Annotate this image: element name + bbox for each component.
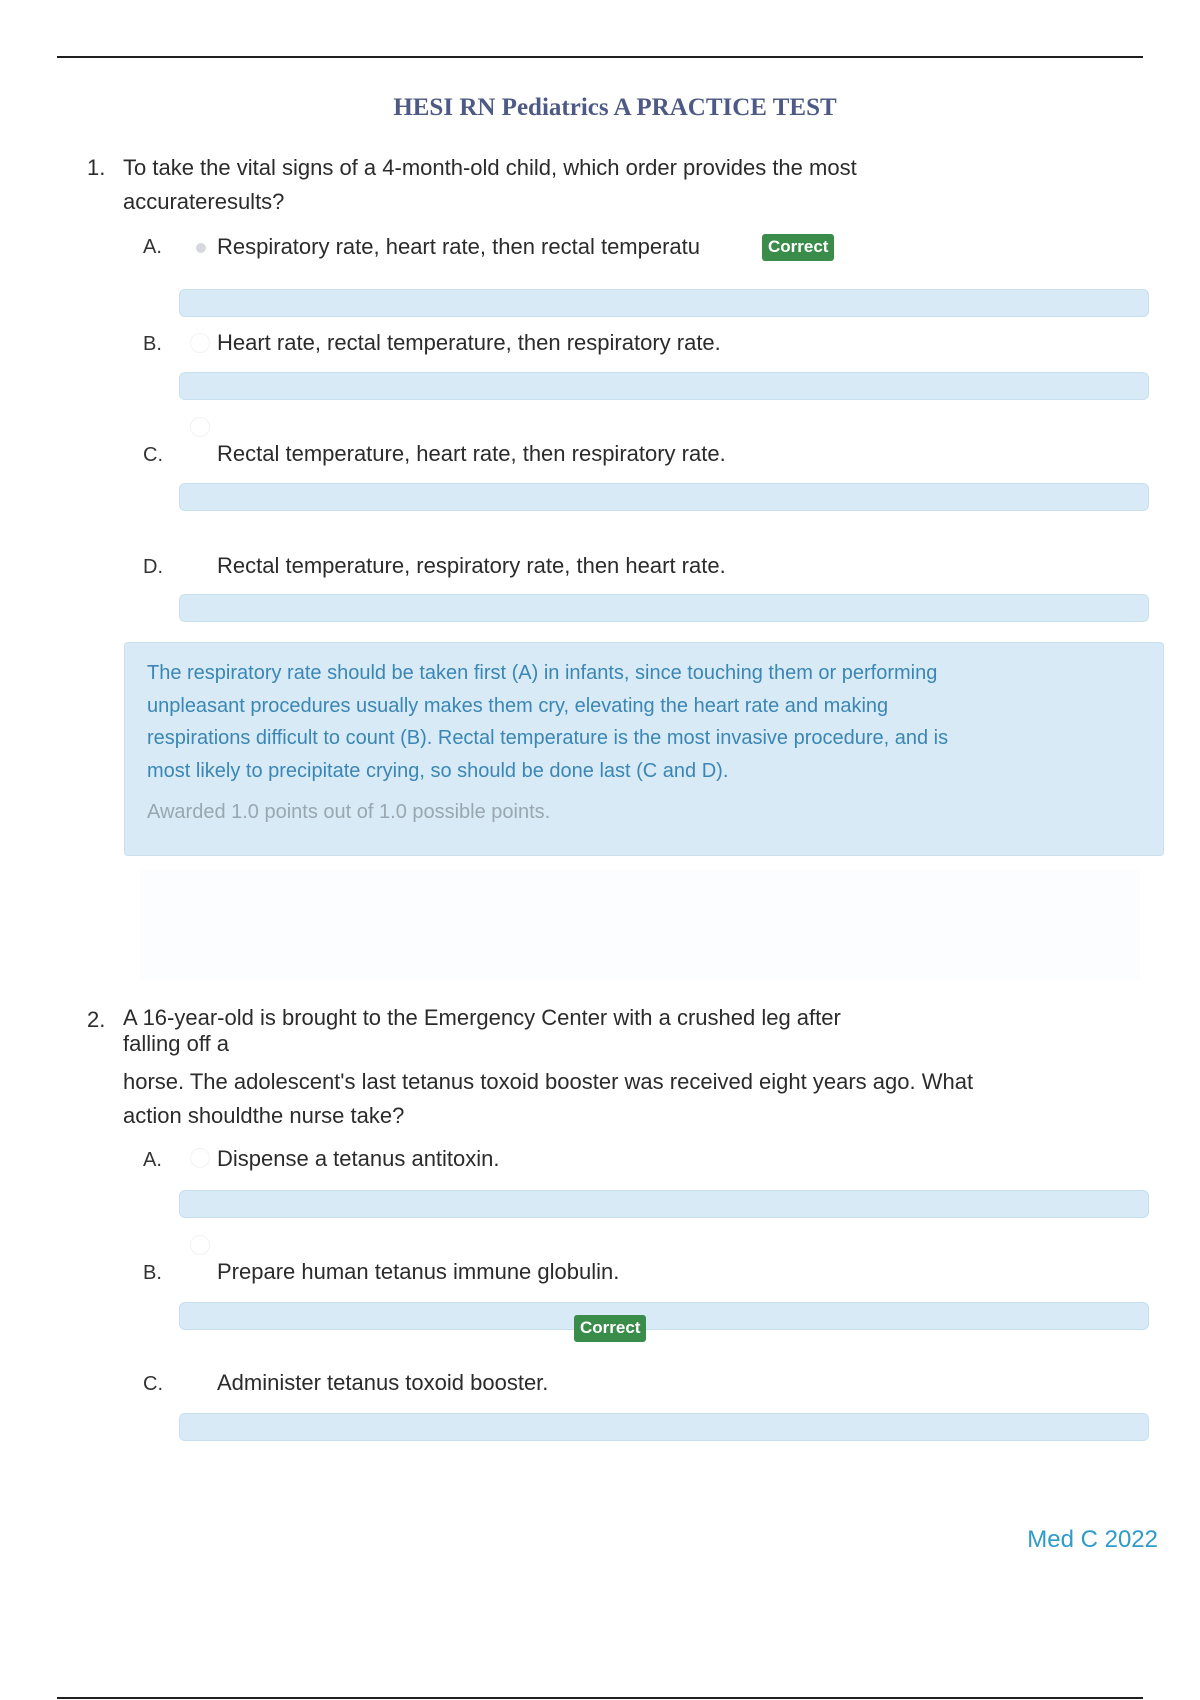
q2-option-c-text[interactable]: Administer tetanus toxoid booster.	[217, 1370, 549, 1395]
question-1-line-2: accurateresults?	[123, 189, 285, 214]
question-2-text-head	[123, 1005, 841, 1057]
footer-watermark: Med C 2022	[1027, 1526, 1158, 1553]
top-rule	[57, 56, 1143, 58]
question-2-line-1: A 16-year-old is brought to the Emergency Center with a crushed leg after	[123, 1005, 841, 1030]
q2-option-b-letter: B.	[143, 1262, 162, 1284]
q1-option-b-text[interactable]: Heart rate, rectal temperature, then respiratory rate.	[217, 330, 721, 355]
q1-option-c-letter: C.	[143, 444, 163, 466]
q1-option-d-answer-bar	[179, 594, 1149, 622]
q1-correct-badge: Correct	[762, 234, 834, 261]
q1-feedback-line-4: most likely to precipitate crying, so should be done last (C and D).	[147, 759, 729, 782]
q1-option-a-answer-bar	[179, 289, 1149, 317]
q2-correct-badge: Correct	[574, 1315, 646, 1342]
q1-feedback-line-2: unpleasant procedures usually makes them cry, elevating the heart rate and making	[147, 694, 889, 717]
q2-option-c-letter: C.	[143, 1373, 163, 1395]
q1-option-d-letter: D.	[143, 556, 163, 578]
q1-option-a-radio[interactable]	[196, 243, 206, 253]
q1-option-a-text[interactable]: Respiratory rate, heart rate, then rectal temperatu	[217, 234, 701, 259]
question-2-line-2: falling off a	[123, 1031, 230, 1056]
q2-option-a-letter: A.	[143, 1149, 162, 1171]
q1-option-b-radio[interactable]	[190, 333, 210, 353]
question-1-line-1: To take the vital signs of a 4-month-old child, which order provides the most	[123, 155, 857, 180]
q2-option-b-answer-bar	[179, 1302, 1149, 1330]
q1-option-c-text[interactable]: Rectal temperature, heart rate, then respiratory rate.	[217, 441, 726, 466]
question-1-number: 1.	[87, 155, 106, 180]
question-1-text	[123, 151, 857, 219]
q2-option-b-radio[interactable]	[190, 1235, 210, 1255]
q2-option-a-text[interactable]: Dispense a tetanus antitoxin.	[217, 1146, 500, 1171]
bottom-rule	[57, 1697, 1143, 1699]
q1-feedback-text	[147, 657, 1127, 787]
q1-option-d-text[interactable]: Rectal temperature, respiratory rate, then heart rate.	[217, 553, 726, 578]
q2-option-a-radio[interactable]	[190, 1148, 210, 1168]
question-2-line-3: horse. The adolescent's last tetanus toxoid booster was received eight years ago. What	[123, 1069, 974, 1094]
q1-option-c-radio[interactable]	[190, 417, 210, 437]
question-2-text-body	[123, 1065, 973, 1133]
q2-option-a-answer-bar	[179, 1190, 1149, 1218]
question-2-number: 2.	[87, 1007, 106, 1032]
q1-option-b-answer-bar	[179, 372, 1149, 400]
q1-feedback-panel	[124, 642, 1164, 856]
q1-option-c-answer-bar	[179, 483, 1149, 511]
q1-option-a-letter: A.	[143, 236, 162, 258]
q1-option-b-letter: B.	[143, 333, 162, 355]
q2-option-b-text[interactable]: Prepare human tetanus immune globulin.	[217, 1259, 620, 1284]
q1-points-awarded: Awarded 1.0 points out of 1.0 possible points.	[147, 801, 551, 823]
q2-option-c-answer-bar	[179, 1413, 1149, 1441]
page-title: HESI RN Pediatrics A PRACTICE TEST	[393, 94, 837, 121]
q1-feedback-line-1: The respiratory rate should be taken first (A) in infants, since touching them or performing	[147, 662, 938, 684]
faded-background-area	[140, 870, 1140, 980]
q1-feedback-line-3: respirations difficult to count (B). Rectal temperature is the most invasive procedure, and is	[147, 727, 949, 749]
question-2-line-4: action shouldthe nurse take?	[123, 1103, 405, 1128]
